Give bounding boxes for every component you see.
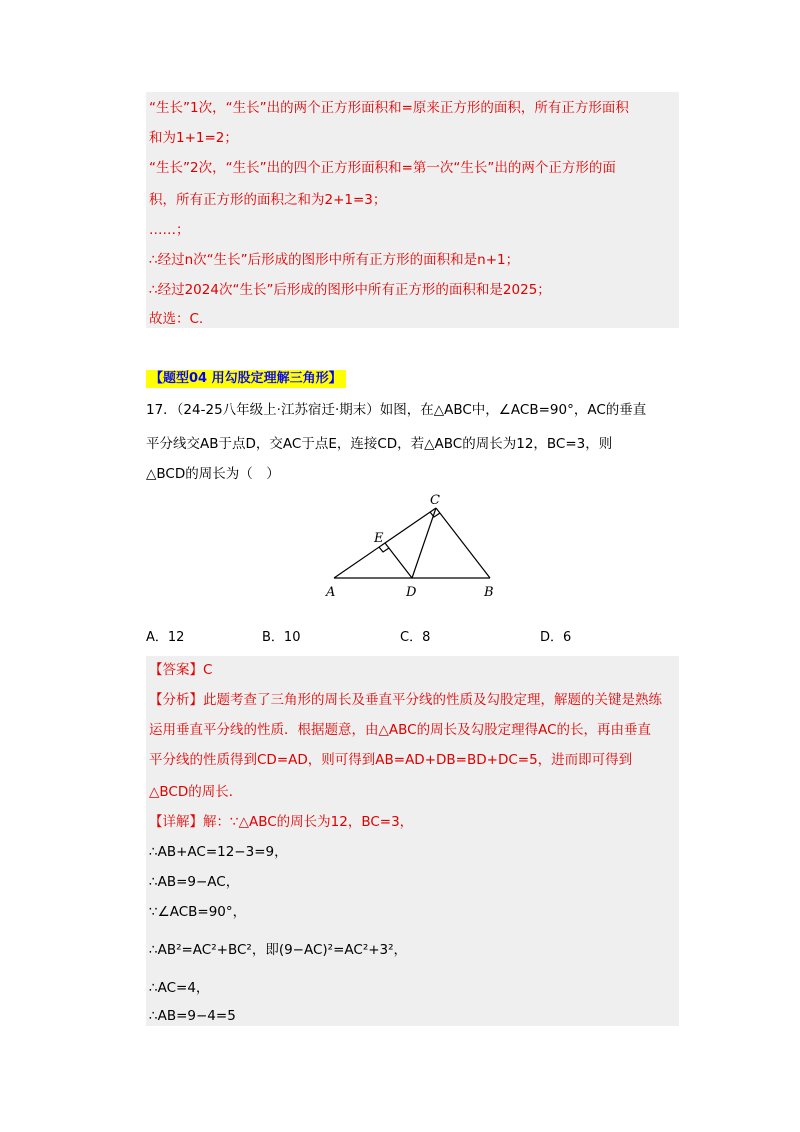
analysis-line: 【分析】此题考查了三角形的周长及垂直平分线的性质及勾股定理，解题的关键是熟练 bbox=[149, 692, 662, 708]
step-line: ∴AB=9−AC， bbox=[149, 874, 240, 890]
question-line: 平分线交AB于点D，交AC于点E，连接CD，若△ABC的周长为12，BC=3，则 bbox=[146, 436, 613, 452]
solution-line: 和为1+1=2； bbox=[149, 130, 238, 146]
segment-bc bbox=[436, 508, 490, 578]
solution-line: “生长”2次，“生长”出的四个正方形面积和=第一次“生长”出的两个正方形的面 bbox=[149, 160, 616, 176]
analysis-line: △BCD的周长． bbox=[149, 784, 243, 800]
answer-line: 【答案】C bbox=[149, 662, 213, 678]
triangle-figure bbox=[318, 490, 508, 605]
option-d[interactable]: D．6 bbox=[540, 630, 572, 645]
right-angle-marker-e bbox=[379, 547, 389, 552]
step-line: ∴AB=9−4=5 bbox=[149, 1008, 236, 1024]
question-line: 17．（24-25八年级上·江苏宿迁·期末）如图，在△ABC中，∠ACB=90°，AC的垂直 bbox=[146, 402, 647, 418]
analysis-line: 平分线的性质得到CD=AD，则可得到AB=AD+DB=BD+DC=5，进而即可得到 bbox=[149, 752, 633, 768]
option-b[interactable]: B．10 bbox=[262, 630, 301, 645]
answer-block bbox=[146, 656, 679, 1026]
step-line: ∴AB²=AC²+BC²，即(9−AC)²=AC²+3²， bbox=[149, 942, 408, 958]
solution-line: 故选：C. bbox=[149, 311, 204, 327]
label-e: E bbox=[374, 531, 384, 546]
step-line: ∴AC=4， bbox=[149, 980, 210, 996]
solution-line: 积，所有正方形的面积之和为2+1=3； bbox=[149, 192, 387, 208]
section-heading: 【题型04 用勾股定理解三角形】 bbox=[146, 370, 346, 388]
solution-line: ∴经过n次“生长”后形成的图形中所有正方形的面积和是n+1； bbox=[149, 252, 520, 268]
detail-line: 【详解】解：∵△ABC的周长为12，BC=3， bbox=[149, 814, 414, 830]
solution-line: ∴经过2024次“生长”后形成的图形中所有正方形的面积和是2025； bbox=[149, 282, 551, 298]
option-c[interactable]: C．8 bbox=[400, 630, 431, 645]
step-line: ∴AB+AC=12−3=9， bbox=[149, 844, 288, 860]
solution-line: ……； bbox=[149, 222, 190, 238]
label-d: D bbox=[406, 585, 417, 600]
segment-cd bbox=[412, 508, 436, 578]
step-line: ∵∠ACB=90°， bbox=[149, 904, 247, 920]
label-a: A bbox=[326, 585, 336, 600]
solution-line: “生长”1次，“生长”出的两个正方形面积和=原来正方形的面积，所有正方形面积 bbox=[149, 100, 629, 116]
label-b: B bbox=[484, 585, 494, 600]
label-c: C bbox=[430, 493, 440, 508]
analysis-line: 运用垂直平分线的性质．根据题意，由△ABC的周长及勾股定理得AC的长，再由垂直 bbox=[149, 722, 651, 738]
option-a[interactable]: A．12 bbox=[146, 630, 185, 645]
question-line: △BCD的周长为（ ） bbox=[146, 466, 280, 482]
